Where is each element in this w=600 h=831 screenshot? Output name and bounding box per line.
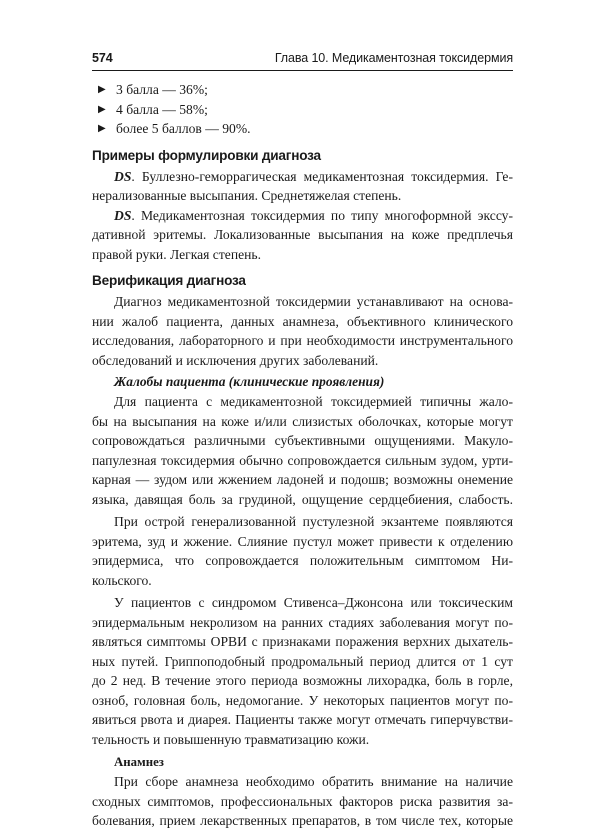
header-rule bbox=[92, 70, 513, 71]
page-content bbox=[92, 80, 513, 831]
paragraph: При острой генерализованной пустулезной экзантеме появляются эритема, зуд и жжение. Слияние пустул может привести к отделению эпидермиса, что сопровождается положительным симптомом Ни- кольского. bbox=[92, 514, 513, 588]
ds-label: DS bbox=[114, 168, 132, 184]
ds-label: DS bbox=[114, 207, 132, 223]
section-heading: Верификация диагноза bbox=[92, 273, 246, 288]
page-number: 574 bbox=[92, 51, 113, 65]
chapter-title: Глава 10. Медикаментозная токсидермия bbox=[274, 51, 513, 65]
triangle-bullet-icon: ▶ bbox=[98, 103, 106, 115]
triangle-bullet-icon: ▶ bbox=[98, 123, 106, 134]
paragraph: У пациентов с синдромом Стивенса–Джонсона или токсическим эпидермальным некролизом на ранних стадиях заболевания могут по- являться симптомы ОРВИ с признаками поражения верхних дыхатель- ных путей. Гриппоподобный продромальный период длится от 1 сут до 2 нед. В течение этого периода возможны лихорадка, боль в горле, озноб, головная боль, недомогание. У некоторых пациентов могут по- явиться рвота и диарея. Пациенты также могут отмечать гиперчувстви- тельность и повышенную травматизацию кожи. bbox=[92, 595, 513, 747]
diagnosis-example: DS. Медикаментозная токсидермия по типу многоформной экссу- дативной эритемы. Локализованные высыпания на коже предплечья правой руки. Легкая степень. bbox=[92, 207, 513, 262]
subsection-heading: Анамнез bbox=[114, 755, 164, 769]
running-header bbox=[92, 48, 513, 68]
paragraph: Диагноз медикаментозной токсидермии устанавливают на основа- нии жалоб пациента, данных анамнеза, объективного клинического исследования, лабораторного и при необходимости инструментального обследований и исключения других заболеваний. bbox=[92, 294, 513, 368]
list-item: ▶ 3 балла — 36%; bbox=[92, 80, 513, 100]
diagnosis-example: DS. Буллезно-геморрагическая медикаментозная токсидермия. Ге- нерализованные высыпания. Среднетяжелая степень. bbox=[92, 168, 513, 203]
subsection-heading: Жалобы пациента (клинические проявления) bbox=[114, 374, 385, 389]
list-item: ▶ более 5 баллов — 90%. bbox=[92, 119, 513, 139]
paragraph: Для пациента с медикаментозной токсидермией типичны жало- бы на высыпания на коже и/или слизистых оболочках, которые могут сопровождаться различными субъективными ощущениями. Макуло- папулезная токсидермия обычно сопровождается сильным зудом, урти- карная — зудом или жжением ладоней и подошв; возможны онемение языка, давящая боль за грудиной, ощущение сердцебиения, слабость. bbox=[92, 394, 513, 507]
section-heading: Примеры формулировки диагноза bbox=[92, 147, 321, 163]
list-item: ▶ 4 балла — 58%; bbox=[92, 100, 513, 120]
paragraph: При сборе анамнеза необходимо обратить внимание на наличие сходных симптомов, профессиональных факторов риска развития за- болевания, прием лекарственных препаратов, в том числе тех, которые bbox=[92, 774, 513, 828]
triangle-bullet-icon: ▶ bbox=[98, 84, 106, 95]
